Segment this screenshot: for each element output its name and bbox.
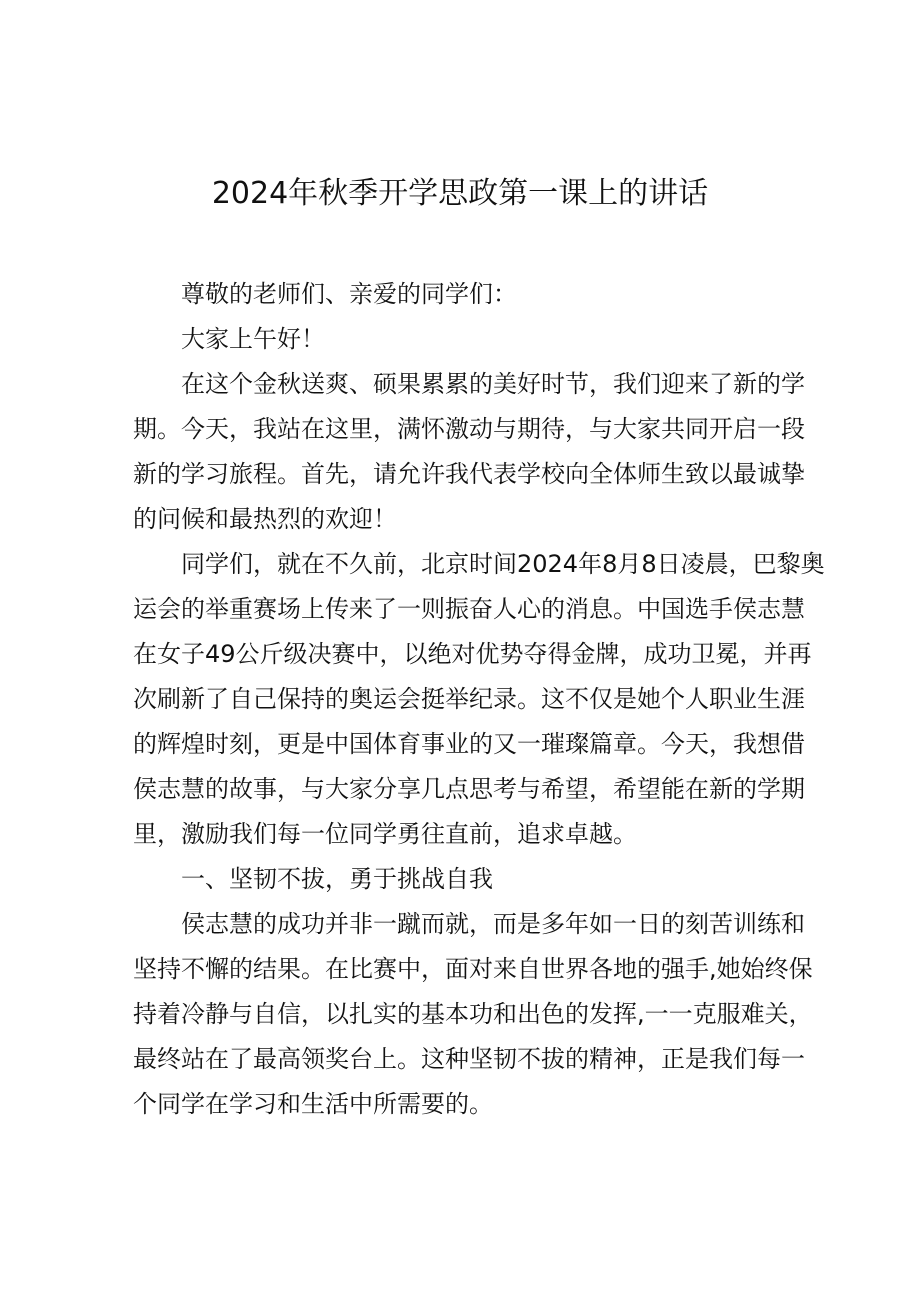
paragraph-line: 在这个金秋送爽、硕果累累的美好时节，我们迎来了新的学 xyxy=(181,370,805,398)
paragraph-line: 次刷新了自己保持的奥运会挺举纪录。这不仅是她个人职业生涯 xyxy=(133,685,805,713)
paragraph-line: 持着冷静与自信，以扎实的基本功和出色的发挥,一一克服难关， xyxy=(133,1000,813,1028)
greeting-line: 大家上午好！ xyxy=(181,325,325,353)
paragraph-line: 运会的举重赛场上传来了一则振奋人心的消息。中国选手侯志慧 xyxy=(133,595,805,623)
salutation-line: 尊敬的老师们、亲爱的同学们： xyxy=(181,280,517,308)
paragraph-line: 在女子49公斤级决赛中，以绝对优势夺得金牌，成功卫冕，并再 xyxy=(133,640,812,668)
paragraph-line: 里，激励我们每一位同学勇往直前，追求卓越。 xyxy=(133,820,637,848)
document-body xyxy=(133,272,825,1127)
paragraph-line: 个同学在学习和生活中所需要的。 xyxy=(133,1090,493,1118)
paragraph-line: 的问候和最热烈的欢迎！ xyxy=(133,505,397,533)
section-heading: 一、坚韧不拔，勇于挑战自我 xyxy=(181,865,493,893)
paragraph-line: 新的学习旅程。首先，请允许我代表学校向全体师生致以最诚挚 xyxy=(133,460,805,488)
paragraph-line: 期。今天，我站在这里，满怀激动与期待，与大家共同开启一段 xyxy=(133,415,805,443)
paragraph-line: 侯志慧的成功并非一蹴而就，而是多年如一日的刻苦训练和 xyxy=(181,910,805,938)
paragraph-line: 同学们，就在不久前，北京时间2024年8月8日凌晨，巴黎奥 xyxy=(181,550,825,578)
paragraph-line: 的辉煌时刻，更是中国体育事业的又一璀璨篇章。今天，我想借 xyxy=(133,730,805,758)
paragraph-line: 侯志慧的故事，与大家分享几点思考与希望，希望能在新的学期 xyxy=(133,775,805,803)
paragraph-line: 坚持不懈的结果。在比赛中，面对来自世界各地的强手,她始终保 xyxy=(133,955,813,983)
document-title: 2024年秋季开学思政第一课上的讲话 xyxy=(211,176,709,211)
paragraph-line: 最终站在了最高领奖台上。这种坚韧不拔的精神，正是我们每一 xyxy=(133,1045,805,1073)
